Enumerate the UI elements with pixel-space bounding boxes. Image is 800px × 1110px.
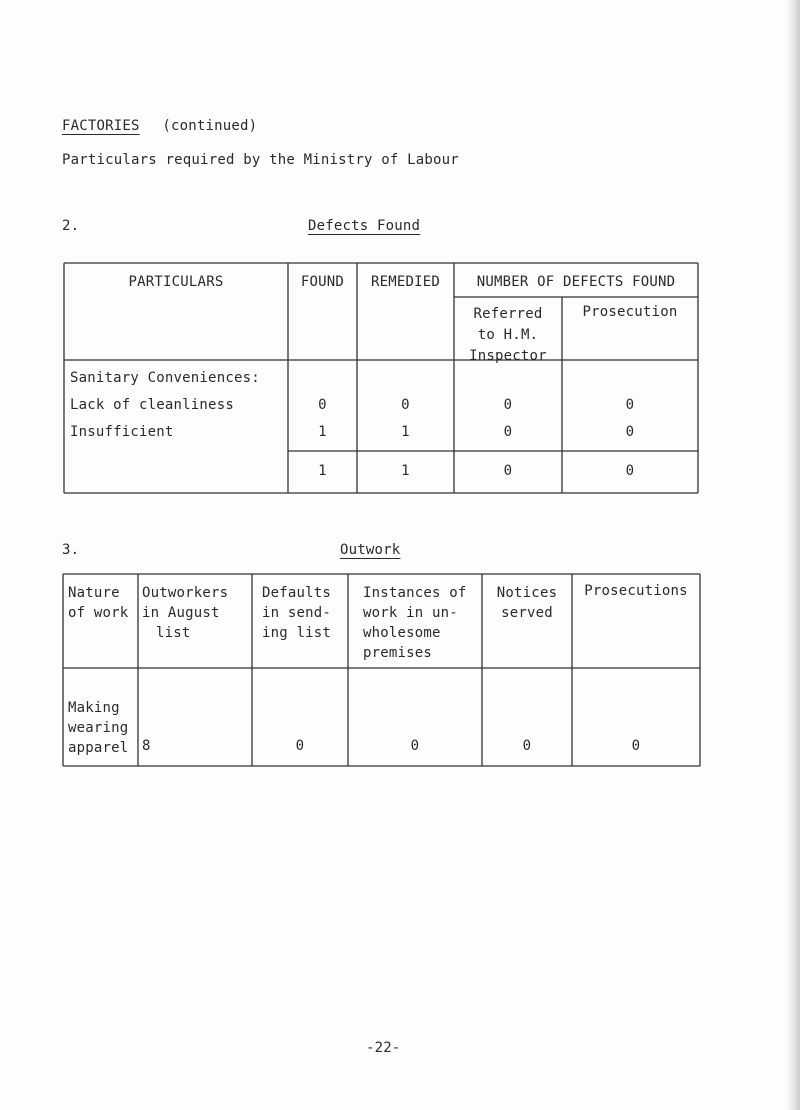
col-defaults-line: in send- [262, 605, 332, 621]
col-nature-line: of work [68, 605, 129, 621]
col-outworkers-line: Outworkers [142, 585, 229, 601]
col-instances-line: Instances of [363, 585, 467, 601]
col-notices [482, 583, 572, 623]
cell-outworkers: 8 [142, 738, 151, 754]
col-instances-line: wholesome [363, 625, 441, 641]
col-referred-line: Inspector [469, 348, 547, 364]
col-defaults [262, 583, 331, 643]
outwork-section-number: 3. [62, 542, 80, 558]
defects-section-number: 2. [62, 218, 80, 234]
cell-remedied: 0 [401, 397, 410, 413]
total-referred: 0 [503, 463, 513, 479]
col-defaults-line: ing list [262, 625, 332, 641]
cell-defaults: 0 [295, 738, 305, 754]
cell-remedied: 1 [401, 424, 410, 440]
col-referred-line: to H.M. [477, 327, 539, 343]
cell-instances: 0 [410, 738, 420, 754]
col-nature [68, 583, 128, 623]
col-prosecutions: Prosecutions [584, 583, 688, 599]
row-nature-line: wearing [68, 720, 129, 736]
cell-prosecution: 0 [625, 397, 635, 413]
col-prosecution: Prosecution [582, 304, 678, 320]
row-nature-line: Making [68, 700, 120, 716]
col-found: FOUND [300, 274, 345, 290]
defects-section-title: Defects Found [308, 218, 421, 234]
cell-referred: 0 [503, 397, 513, 413]
col-referred-line: Referred [473, 306, 543, 322]
col-instances [363, 583, 467, 663]
cell-prosecutions: 0 [631, 738, 641, 754]
row-nature [68, 698, 128, 758]
col-instances-line: premises [363, 645, 433, 661]
col-notices-line: Notices [496, 585, 558, 601]
group-label: Sanitary Conveniences: [70, 370, 260, 386]
subtitle: Particulars required by the Ministry of Labour [62, 152, 459, 168]
cell-notices: 0 [522, 738, 532, 754]
continued-note: (continued) [162, 118, 258, 134]
total-remedied: 1 [401, 463, 410, 479]
page-edge-shadow [786, 0, 800, 1110]
col-outworkers-line: list [156, 625, 191, 641]
col-number-of-defects: NUMBER OF DEFECTS FOUND [476, 274, 676, 290]
col-outworkers [142, 583, 228, 643]
col-remedied: REMEDIED [370, 274, 441, 290]
row-nature-line: apparel [68, 740, 129, 756]
outwork-section-title: Outwork [340, 542, 401, 558]
col-defaults-line: Defaults [262, 585, 332, 601]
col-notices-line: served [501, 605, 553, 621]
total-found: 1 [318, 463, 327, 479]
total-prosecution: 0 [625, 463, 635, 479]
col-instances-line: work in un- [363, 605, 458, 621]
cell-prosecution: 0 [625, 424, 635, 440]
row-label: Lack of cleanliness [70, 397, 234, 413]
section-title: FACTORIES [62, 118, 140, 134]
col-particulars: PARTICULARS [128, 274, 224, 290]
cell-found: 1 [318, 424, 327, 440]
row-label: Insufficient [70, 424, 174, 440]
cell-referred: 0 [503, 424, 513, 440]
cell-found: 0 [318, 397, 327, 413]
col-nature-line: Nature [68, 585, 120, 601]
page-number: -22- [366, 1040, 401, 1056]
col-outworkers-line: in August [142, 605, 220, 621]
